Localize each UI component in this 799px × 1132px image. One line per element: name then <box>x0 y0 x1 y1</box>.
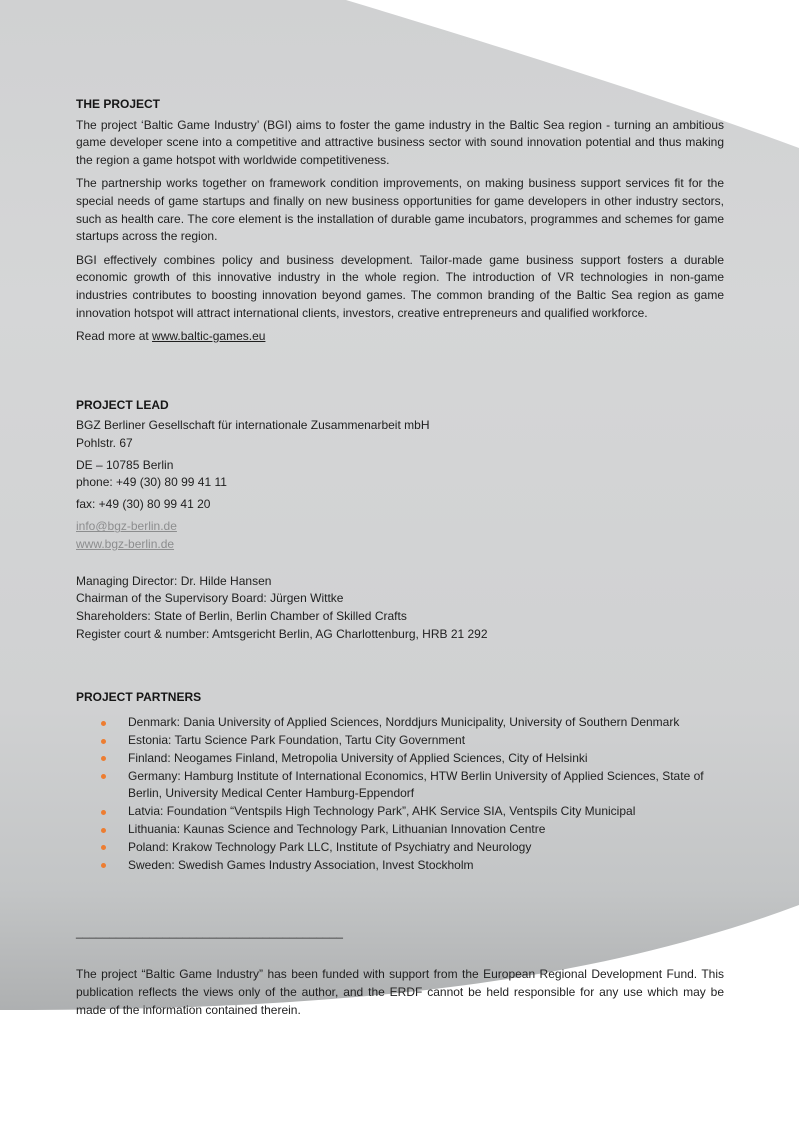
bullet-icon <box>101 863 106 868</box>
baltic-games-link[interactable]: www.baltic-games.eu <box>152 328 266 343</box>
project-paragraph-1: The project ‘Baltic Game Industry’ (BGI) aims to foster the game industry in the Baltic Sea region - turning an ambitious game developer scene into a competitive and attractive business sector with sound innovation potential and thus making the region a game hotspot with worldwide competitiveness. <box>76 117 724 168</box>
bullet-icon <box>101 721 106 726</box>
section-footer <box>76 924 724 1019</box>
lead-org-block <box>76 417 724 452</box>
lead-phone: phone: +49 (30) 80 99 41 11 <box>76 475 227 490</box>
partner-item-poland <box>76 839 724 857</box>
project-partners-heading: PROJECT PARTNERS <box>76 689 202 704</box>
partner-item-denmark <box>76 714 724 732</box>
lead-fax-block <box>76 496 724 514</box>
bullet-icon <box>101 774 106 779</box>
project-paragraph-3: BGI effectively combines policy and business development. Tailor-made game business support fosters a durable economic growth of this innovative industry in the whole region. The introduction of VR technologies in non-game industries contributes to boosting innovation beyond games. The common branding of the Baltic Sea region as game innovation hotspot will attract international clients, investors, creative entrepreneurs and qualified workforce. <box>76 252 724 320</box>
lead-website-link[interactable]: www.bgz-berlin.de <box>76 537 175 552</box>
partner-item-lithuania <box>76 821 724 839</box>
section-project-lead <box>76 397 724 644</box>
partner-text: Latvia: Foundation “Ventspils High Technology Park”, AHK Service SIA, Ventspils City Municipal <box>128 804 636 819</box>
partner-text: Finland: Neogames Finland, Metropolia University of Applied Sciences, City of Helsinki <box>128 750 588 765</box>
read-more-line <box>76 328 724 346</box>
bullet-icon <box>101 828 106 833</box>
partner-item-germany <box>76 768 724 804</box>
lead-street: Pohlstr. 67 <box>76 436 133 451</box>
partner-item-finland <box>76 750 724 768</box>
bullet-icon <box>101 756 106 761</box>
lead-fax: fax: +49 (30) 80 99 41 20 <box>76 497 211 512</box>
lead-org-name: BGZ Berliner Gesellschaft für internationale Zusammenarbeit mbH <box>76 418 430 433</box>
bullet-icon <box>101 845 106 850</box>
project-paragraph-2: The partnership works together on framework condition improvements, on making business support services fit for the special needs of game startups and finally on new business opportunities for game developers in other industry sectors, such as health care. The core element is the installation of durable game incubators, programmes and schemes for game startups across the region. <box>76 176 724 244</box>
the-project-heading: THE PROJECT <box>76 97 161 111</box>
chairman-line: Chairman of the Supervisory Board: Jürgen Wittke <box>76 591 344 606</box>
partner-text: Lithuania: Kaunas Science and Technology Park, Lithuanian Innovation Centre <box>128 822 546 837</box>
partner-text: Estonia: Tartu Science Park Foundation, Tartu City Government <box>128 733 466 748</box>
partner-item-sweden <box>76 857 724 875</box>
bullet-icon <box>101 810 106 815</box>
section-project-partners <box>76 689 724 875</box>
document-content <box>76 96 724 1025</box>
managing-director-line: Managing Director: Dr. Hilde Hansen <box>76 573 272 588</box>
partner-item-estonia <box>76 732 724 750</box>
project-lead-heading: PROJECT LEAD <box>76 397 169 412</box>
bullet-icon <box>101 739 106 744</box>
partner-text: Poland: Krakow Technology Park LLC, Institute of Psychiatry and Neurology <box>128 839 532 854</box>
register-court-line: Register court & number: Amtsgericht Berlin, AG Charlottenburg, HRB 21 292 <box>76 626 488 641</box>
funding-disclaimer: The project “Baltic Game Industry” has been funded with support from the European Regional Development Fund. This publication reflects the views only of the author, and the ERDF cannot be held responsible for any use which may be made of the information contained therein. <box>76 967 724 1017</box>
partners-list <box>76 714 724 874</box>
partner-text: Denmark: Dania University of Applied Sciences, Norddjurs Municipality, University of Southern Denmark <box>128 715 680 730</box>
shareholders-line: Shareholders: State of Berlin, Berlin Chamber of Skilled Crafts <box>76 609 407 624</box>
lead-email-link[interactable]: info@bgz-berlin.de <box>76 519 177 534</box>
section-the-project <box>76 96 724 346</box>
read-more-prefix: Read more at <box>76 328 153 343</box>
partner-text: Sweden: Swedish Games Industry Association, Invest Stockholm <box>128 857 474 872</box>
lead-city-phone-block <box>76 457 724 492</box>
lead-management-block <box>76 573 724 644</box>
lead-links-block <box>76 518 724 553</box>
partner-text: Germany: Hamburg Institute of International Economics, HTW Berlin University of Applied Sciences, State of Berlin, University Medical Center Hamburg-Eppendorf <box>128 768 704 801</box>
lead-city: DE – 10785 Berlin <box>76 457 174 472</box>
signature-separator: ________________________________________ <box>76 925 343 940</box>
partner-item-latvia <box>76 803 724 821</box>
